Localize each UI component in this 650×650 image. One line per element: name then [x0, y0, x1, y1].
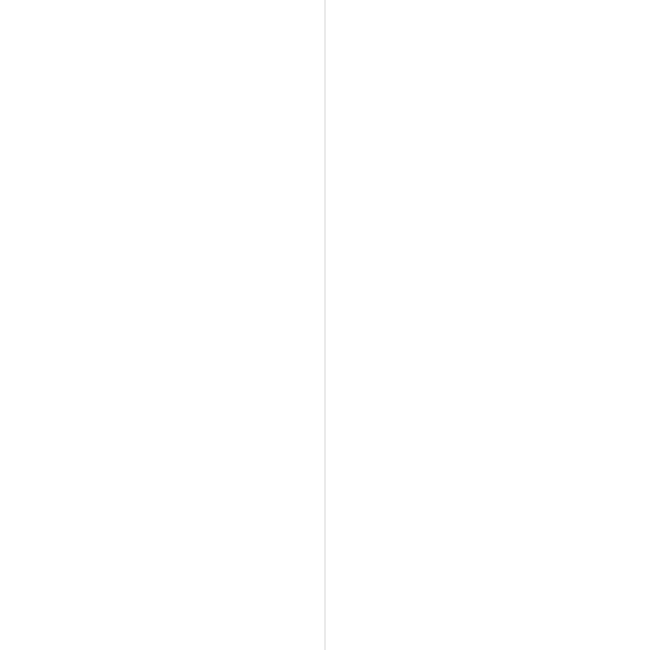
book-gutter [324, 0, 326, 650]
